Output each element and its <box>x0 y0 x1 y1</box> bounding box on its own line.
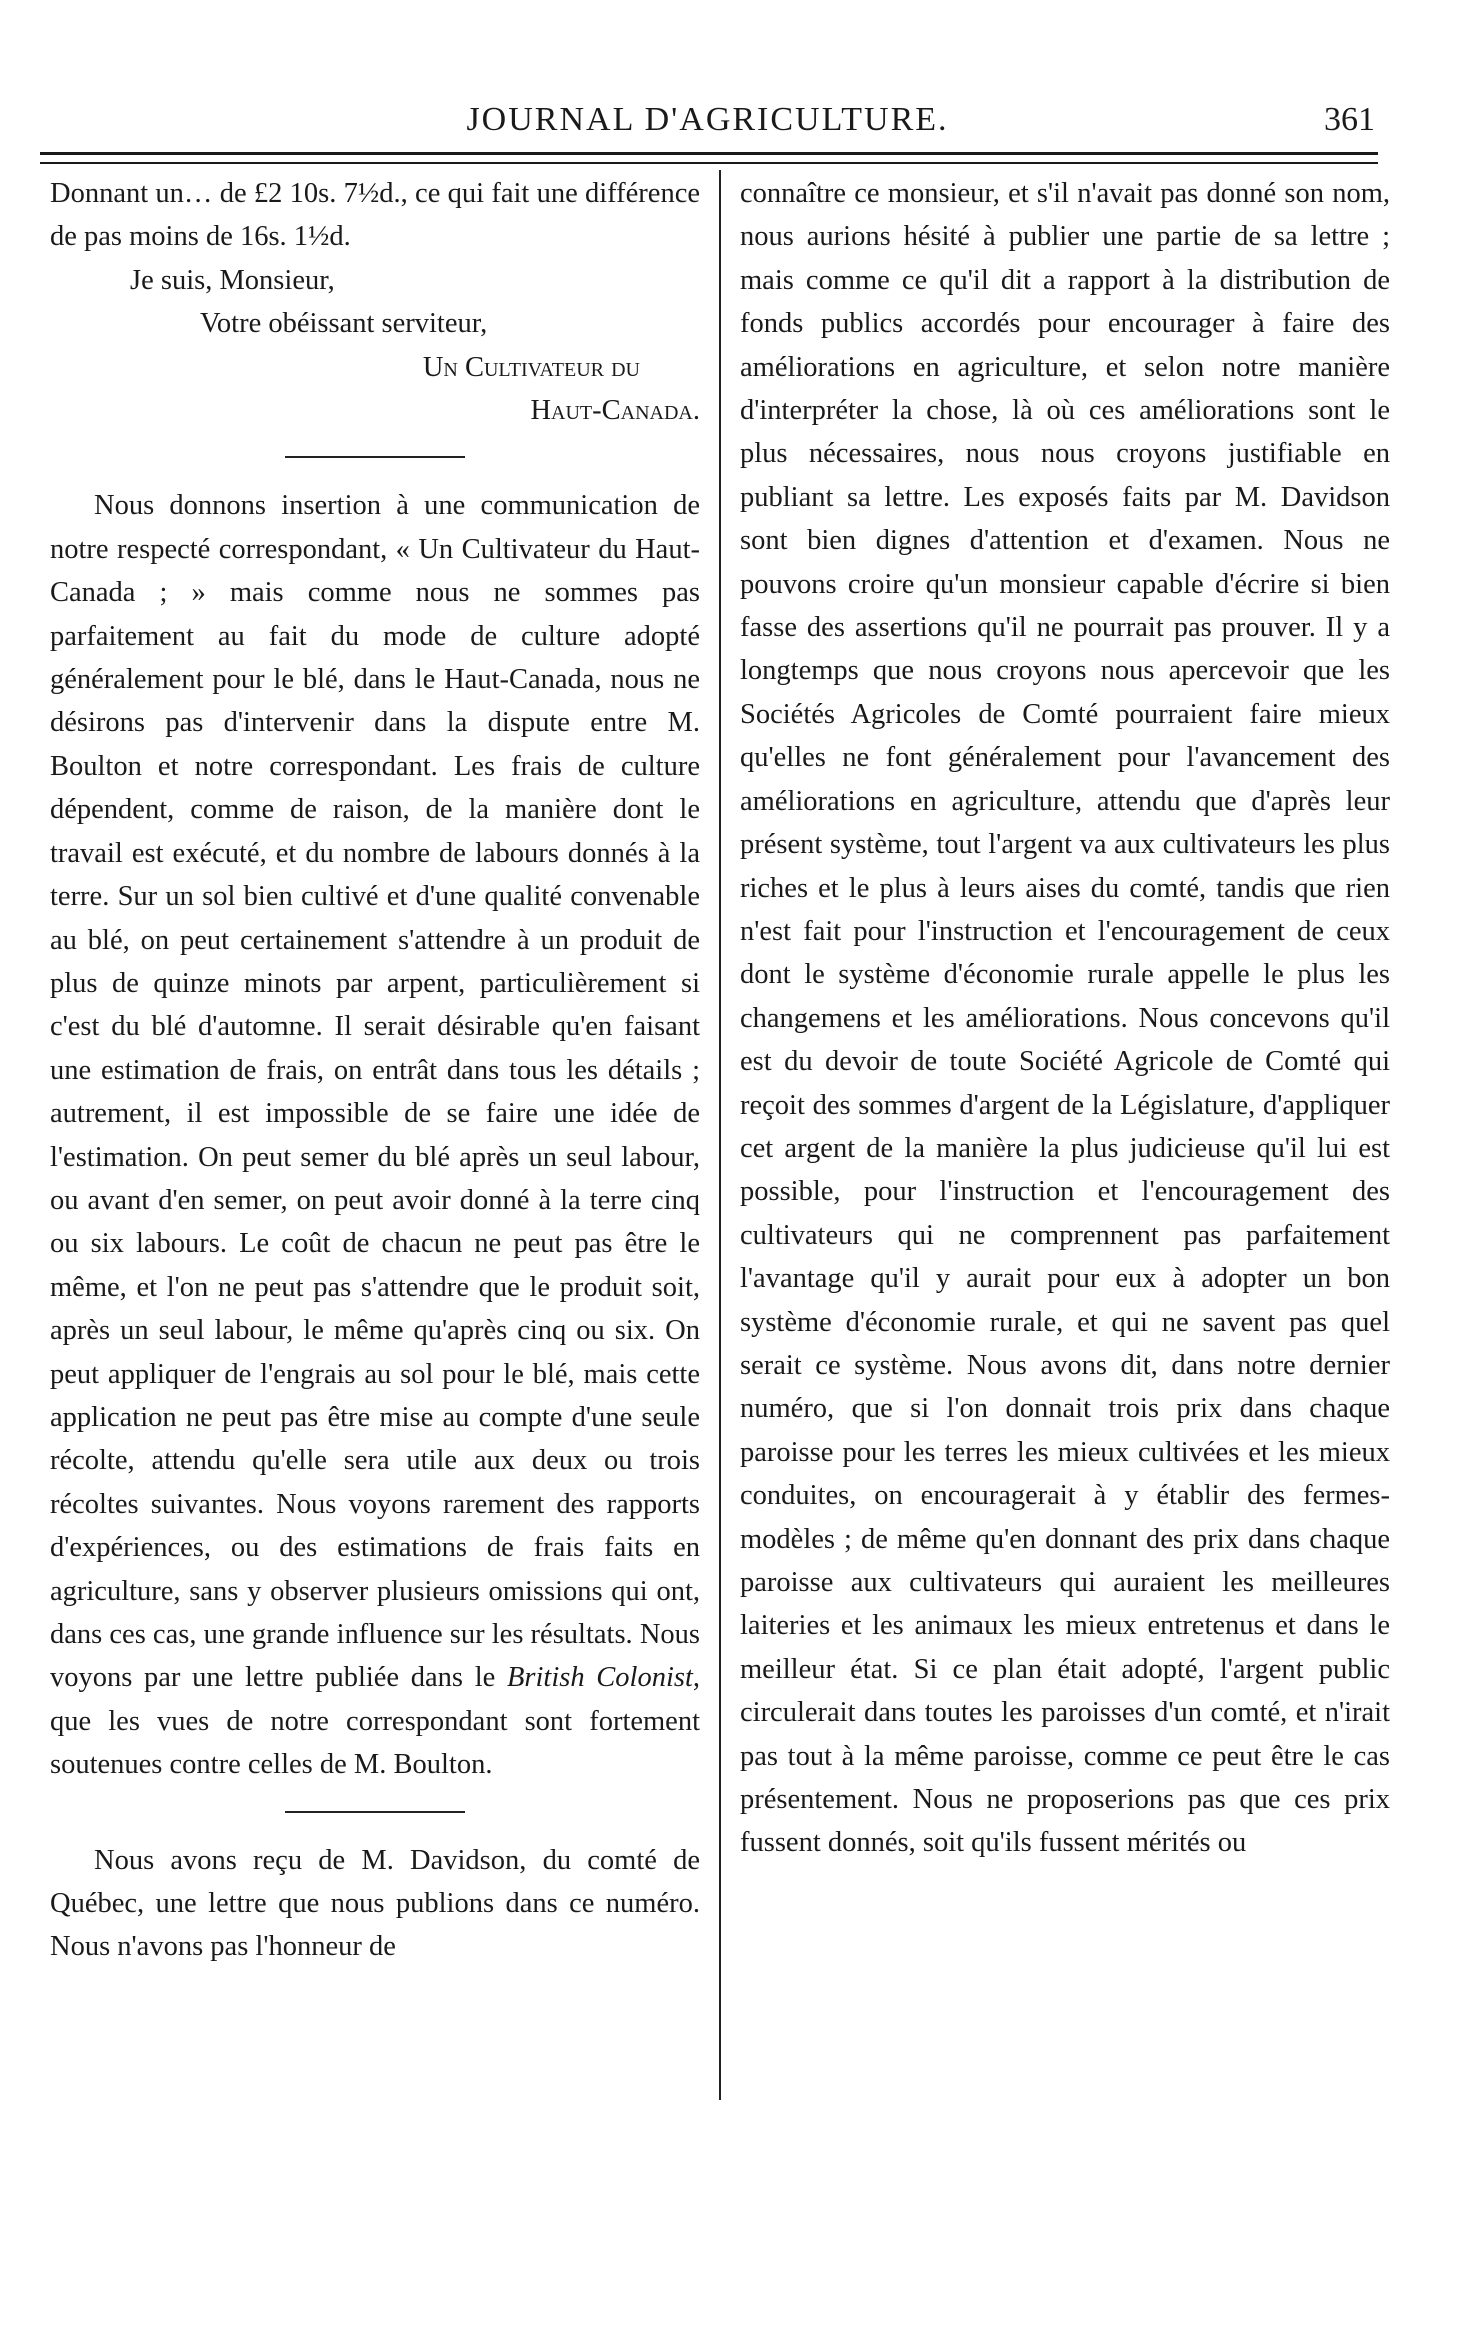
left-column <box>50 172 700 1969</box>
right-column <box>740 172 1390 1865</box>
paragraph-text-end: , que les vues de notre correspondant sont fortement soutenues contre celles de M. Boulton. <box>50 1662 701 1781</box>
editorial-paragraph-2: Nous avons reçu de M. Davidson, du comté de Québec, une lettre que nous publions dans ce numéro. Nous n'avons pas l'honneur de <box>50 1844 700 1963</box>
signature-salutation: Je suis, Monsieur, <box>130 264 335 296</box>
header-rule <box>40 152 1378 164</box>
editorial-paragraph-1 <box>50 484 700 1786</box>
signature-closing: Votre obéissant serviteur, <box>200 308 488 340</box>
editorial-paragraph-continued: connaître ce monsieur, et s'il n'avait pas donné son nom, nous aurions hésité à publier une partie de sa lettre ; mais comme ce qu'il dit a rapport à la distribution de fonds publics accordés pour encourager à faire des améliorations en agriculture, et selon notre manière d'interpréter la chose, là où ces améliorations sont le plus nécessaires, nous nous croyons justifiable en publiant sa lettre. Les exposés faits par M. Davidson sont bien dignes d'attention et d'examen. Nous ne pouvons croire qu'un monsieur capable d'écrire si bien fasse des assertions qu'il ne pourrait pas prouver. Il y a longtemps que nous croyons nous apercevoir que les Sociétés Agricoles de Comté pourraient faire mieux qu'elles ne font généralement pour l'avancement des améliorations en agriculture, attendu que d'après leur présent système, tout l'argent va aux cultivateurs les plus riches et le plus à leurs aises du comté, tandis que rien n'est fait pour l'instruction et l'encouragement de ceux dont le système d'économie rurale appelle le plus les changemens et les améliorations. Nous concevons qu'il est du devoir de toute Société Agricole de Comté qui reçoit des sommes d'argent de la Législature, d'appliquer cet argent de la manière la plus judicieuse qu'il lui est possible, pour l'instruction et l'encouragement des cultivateurs qui ne comprennent pas parfaitement l'avantage qu'il y aurait pour eux à adopter un bon système d'économie rurale, et qui ne savent pas quel serait ce système. Nous avons dit, dans notre dernier numéro, que si l'on donnait trois prix dans chaque paroisse pour les terres les mieux cultivées et les mieux conduites, on encouragerait à y établir des fermes-modèles ; de même qu'en donnant des prix dans chaque paroisse aux cultivateurs qui auraient les meilleures laiteries et les animaux les mieux entretenus et dans le meilleur état. Si ce plan était adopté, l'argent public circulerait dans toutes les paroisses d'un comté, et n'irait pas tout à la même paroisse, comme ce peut être le cas présentement. Nous ne proposerions pas que ces prix fussent donnés, soit qu'ils fussent mérités ou <box>740 178 1390 1859</box>
signature-name: Un Cultivateur du <box>422 351 640 383</box>
newspaper-title: British Colonist <box>506 1662 693 1694</box>
column-divider <box>719 170 721 2100</box>
page-header <box>40 95 1375 155</box>
section-separator <box>285 456 465 458</box>
paragraph-text: Nous donnons insertion à une communication de notre respecté correspondant, « Un Cultivateur du Haut-Canada ; » mais comme nous ne sommes pas parfaitement au fait du mode de culture adopté généralement pour le blé, dans le Haut-Canada, nous ne désirons pas d'intervenir dans la dispute entre M. Boulton et notre correspondant. Les frais de culture dépendent, comme de raison, de la manière dont le travail est exécuté, et du nombre de labours donnés à la terre. Sur un sol bien cultivé et d'une qualité convenable au blé, on peut certainement s'attendre à un produit de plus de quinze minots par arpent, particulièrement si c'est du blé d'automne. Il serait désirable qu'en faisant une estimation de frais, on entrât dans tous les détails ; autrement, il est impossible de se faire une idée de l'estimation. On peut semer du blé après un seul labour, ou avant d'en semer, on peut avoir donné à la terre cinq ou six labours. Le coût de chacun ne peut pas être le même, et l'on ne peut pas s'attendre que le produit soit, après un seul labour, le même qu'après cinq ou six. On peut appliquer de l'engrais au sol pour le blé, mais cette application ne peut pas être mise au compte d'une seule récolte, attendu qu'elle sera utile aux deux ou trois récoltes suivantes. Nous voyons rarement des rapports d'expériences, ou des estimations de frais faits en agriculture, sans y observer plusieurs omissions qui ont, dans ces cas, une grande influence sur les résultats. Nous voyons par une lettre publiée dans le <box>50 490 700 1694</box>
section-separator <box>285 1811 465 1813</box>
running-title: JOURNAL D'AGRICULTURE. <box>466 101 949 138</box>
page-number: 361 <box>1324 101 1375 138</box>
letter-closing-text: Donnant un… de £2 10s. 7½d., ce qui fait une différence de pas moins de 16s. 1½d. <box>50 178 700 253</box>
signature-region: Haut-Canada. <box>530 395 700 427</box>
